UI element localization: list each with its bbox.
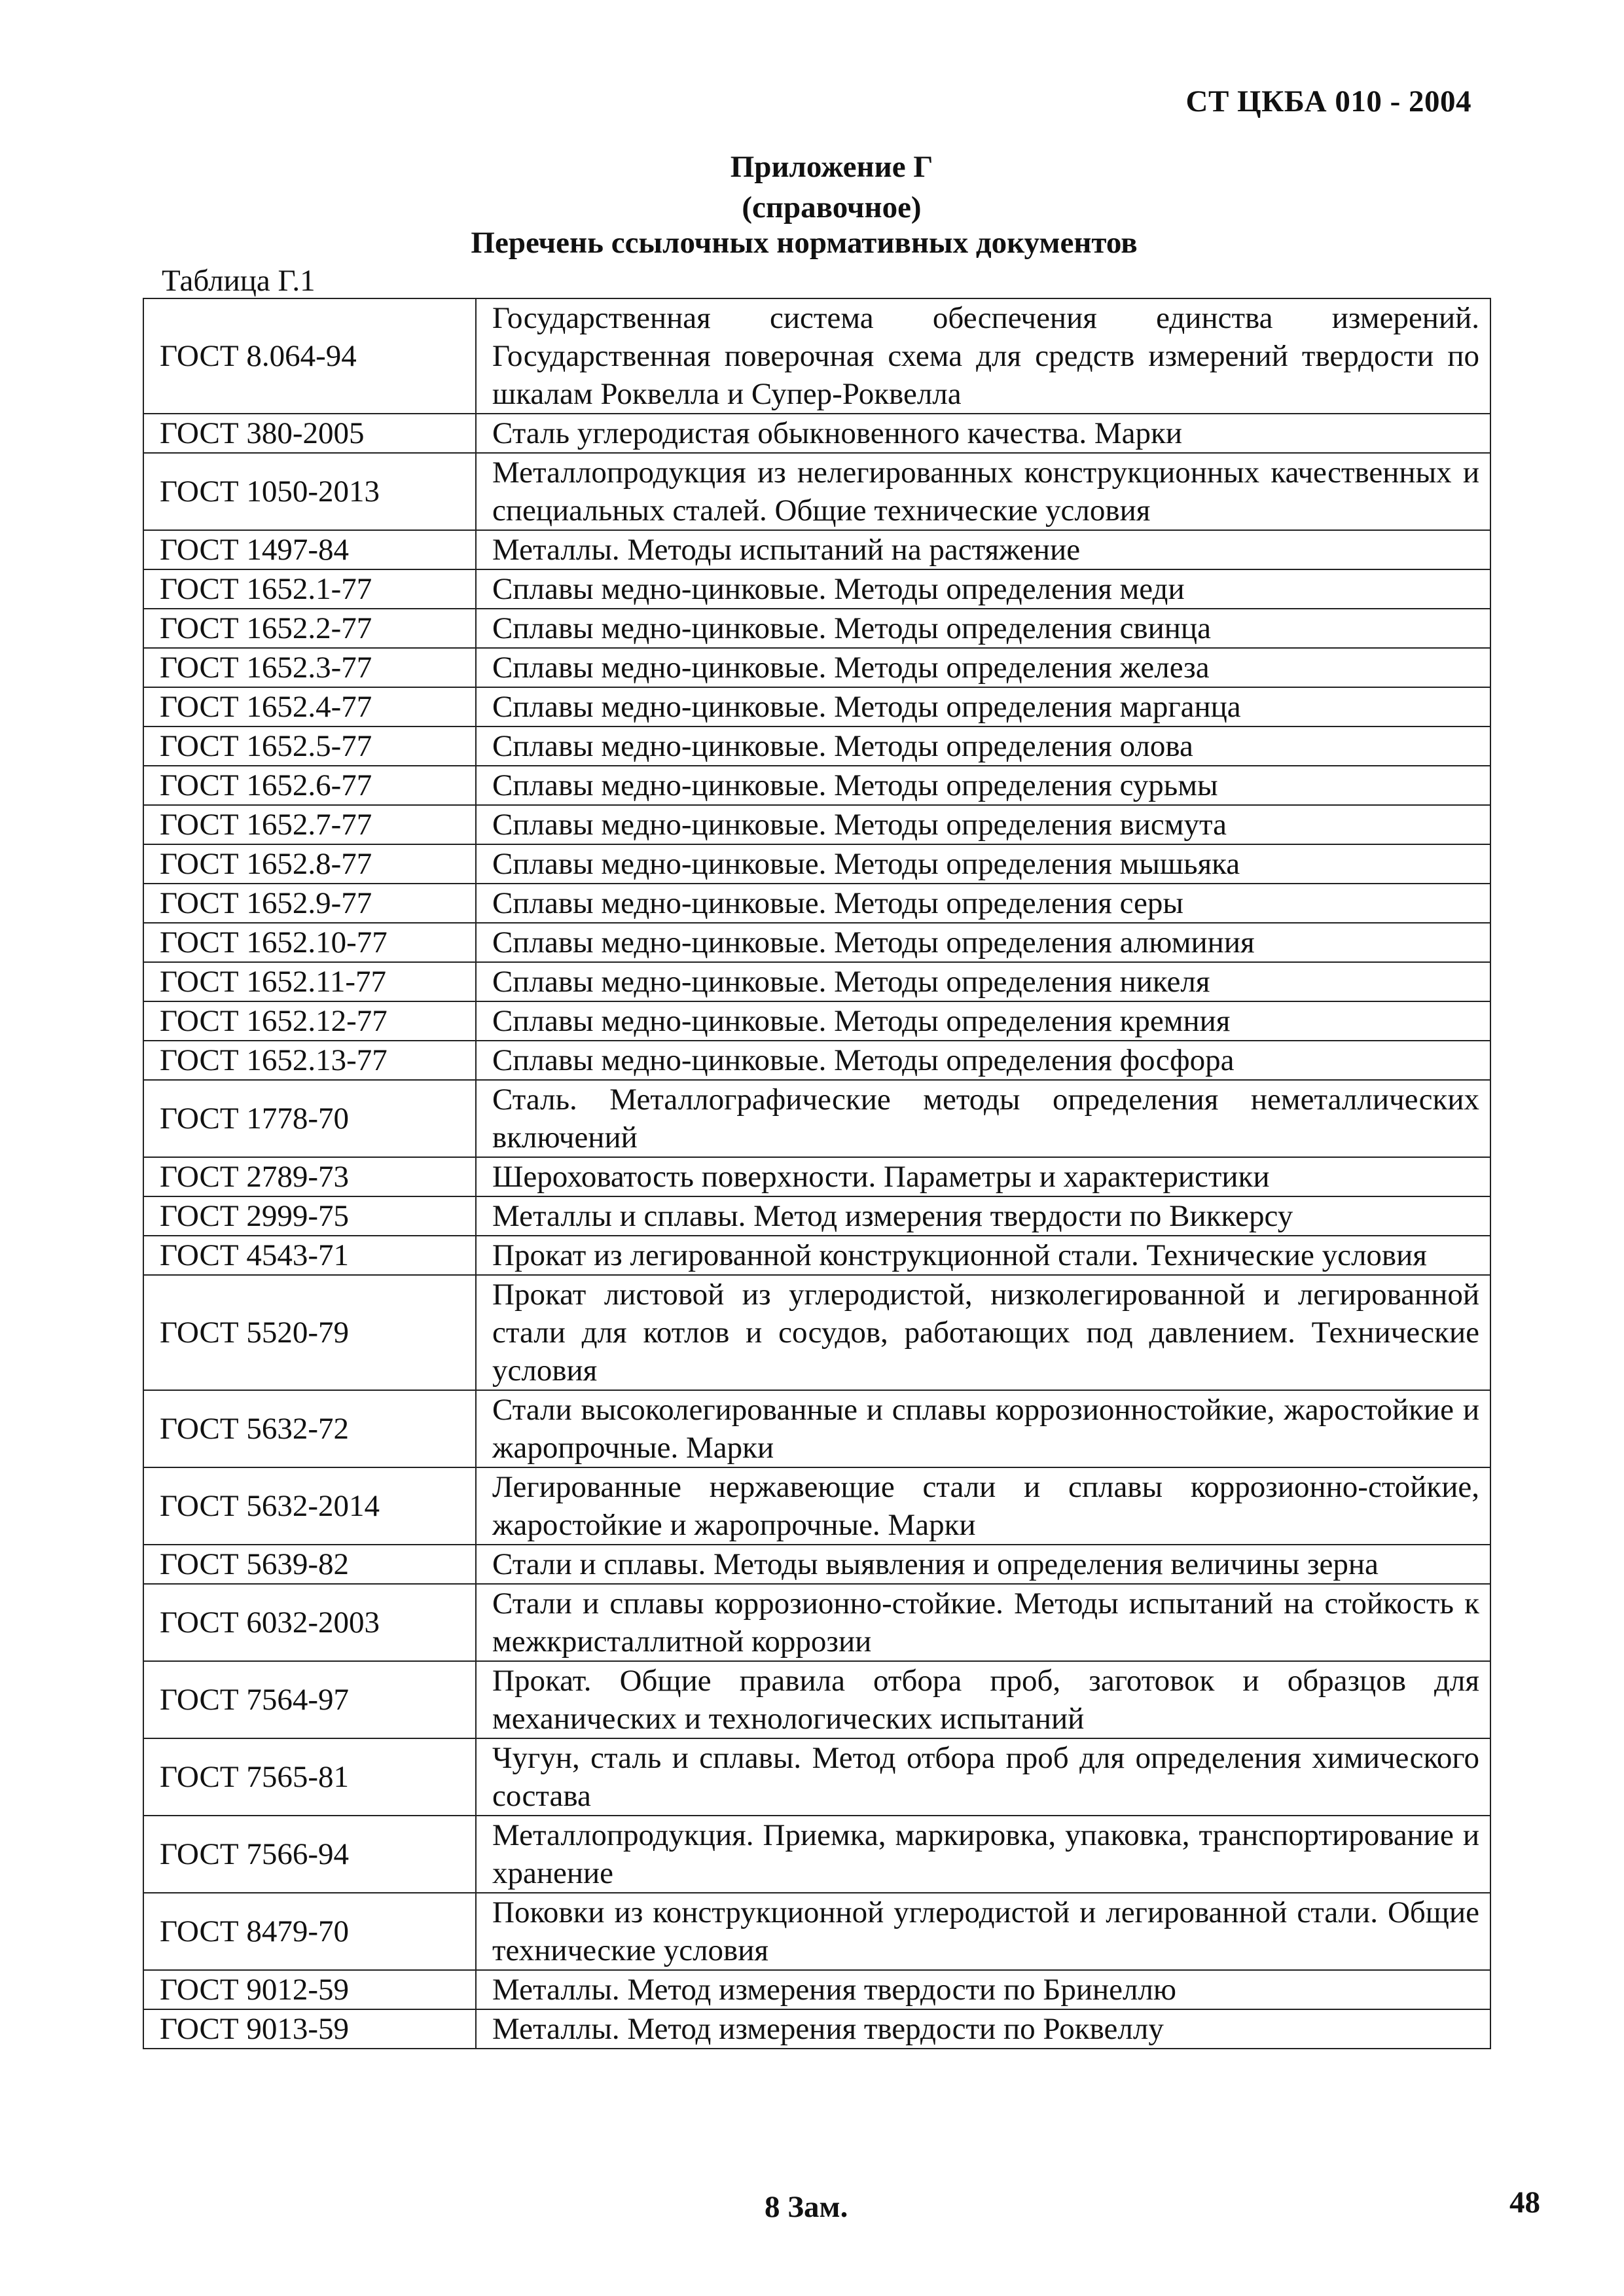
- standard-title-cell: Сплавы медно-цинковые. Методы определения серы: [476, 884, 1490, 923]
- page-number: 48: [1509, 2185, 1540, 2219]
- change-note: 8 Зам.: [765, 2190, 848, 2224]
- standard-title-cell: Прокат. Общие правила отбора проб, заготовок и образцов для механических и технологических испытаний: [476, 1661, 1490, 1738]
- standard-title-cell: Прокат листовой из углеродистой, низколегированной и легированной стали для котлов и сосудов, работающих под давлением. Технические условия: [476, 1275, 1490, 1390]
- table-row: [143, 1584, 1490, 1661]
- standard-code-cell: ГОСТ 1652.2-77: [143, 609, 476, 648]
- standard-code-cell: ГОСТ 1652.11-77: [143, 962, 476, 1001]
- standard-code-cell: ГОСТ 8479-70: [143, 1893, 476, 1970]
- standard-title-cell: Чугун, сталь и сплавы. Метод отбора проб для определения химического состава: [476, 1738, 1490, 1816]
- standard-code-cell: ГОСТ 1497-84: [143, 530, 476, 569]
- standard-title-cell: Сплавы медно-цинковые. Методы определения кремния: [476, 1001, 1490, 1041]
- standard-title-cell: Сплавы медно-цинковые. Методы определения сурьмы: [476, 766, 1490, 805]
- table-row: [143, 844, 1490, 884]
- standard-code-cell: ГОСТ 7564-97: [143, 1661, 476, 1738]
- standard-title-cell: Шероховатость поверхности. Параметры и характеристики: [476, 1157, 1490, 1196]
- standard-title-cell: Сплавы медно-цинковые. Методы определения олова: [476, 726, 1490, 766]
- standard-title-cell: Легированные нержавеющие стали и сплавы коррозионно-стойкие, жаростойкие и жаропрочные. Марки: [476, 1467, 1490, 1545]
- standard-code-cell: ГОСТ 1652.4-77: [143, 687, 476, 726]
- standard-title-cell: Сплавы медно-цинковые. Методы определения железа: [476, 648, 1490, 687]
- standard-code-cell: ГОСТ 1652.10-77: [143, 923, 476, 962]
- standard-code-cell: ГОСТ 1652.1-77: [143, 569, 476, 609]
- standard-code-cell: ГОСТ 5632-2014: [143, 1467, 476, 1545]
- standard-title-cell: Стали высоколегированные и сплавы коррозионностойкие, жаростойкие и жаропрочные. Марки: [476, 1390, 1490, 1467]
- standard-title-cell: Поковки из конструкционной углеродистой и легированной стали. Общие технические условия: [476, 1893, 1490, 1970]
- standard-code-cell: ГОСТ 1652.5-77: [143, 726, 476, 766]
- appendix-title: Приложение Г: [730, 150, 933, 184]
- table-row: [143, 298, 1490, 414]
- standard-code-cell: ГОСТ 380-2005: [143, 414, 476, 453]
- standard-code-cell: ГОСТ 9013-59: [143, 2009, 476, 2049]
- standard-code-cell: ГОСТ 2999-75: [143, 1196, 476, 1236]
- table-row: [143, 1080, 1490, 1157]
- standard-title-cell: Сталь углеродистая обыкновенного качества. Марки: [476, 414, 1490, 453]
- table-row: [143, 1661, 1490, 1738]
- table-row: [143, 1236, 1490, 1275]
- standard-code-cell: ГОСТ 1652.3-77: [143, 648, 476, 687]
- standard-code-cell: ГОСТ 6032-2003: [143, 1584, 476, 1661]
- table-row: [143, 453, 1490, 530]
- standard-code-cell: ГОСТ 1050-2013: [143, 453, 476, 530]
- table-row: [143, 1545, 1490, 1584]
- standard-title-cell: Сплавы медно-цинковые. Методы определения свинца: [476, 609, 1490, 648]
- standard-title-cell: Металлопродукция. Приемка, маркировка, упаковка, транспортирование и хранение: [476, 1816, 1490, 1893]
- standard-code-cell: ГОСТ 7565-81: [143, 1738, 476, 1816]
- appendix-type: (справочное): [742, 190, 922, 224]
- table-row: [143, 687, 1490, 726]
- standard-code-cell: ГОСТ 5639-82: [143, 1545, 476, 1584]
- standard-code-cell: ГОСТ 2789-73: [143, 1157, 476, 1196]
- standard-title-cell: Сплавы медно-цинковые. Методы определения фосфора: [476, 1041, 1490, 1080]
- standard-code-cell: ГОСТ 4543-71: [143, 1236, 476, 1275]
- table-row: [143, 1196, 1490, 1236]
- standard-title-cell: Сплавы медно-цинковые. Методы определения алюминия: [476, 923, 1490, 962]
- table-row: [143, 1275, 1490, 1390]
- standard-title-cell: Стали и сплавы коррозионно-стойкие. Методы испытаний на стойкость к межкристаллитной коррозии: [476, 1584, 1490, 1661]
- standard-code-cell: ГОСТ 1652.7-77: [143, 805, 476, 844]
- table-row: [143, 923, 1490, 962]
- table-row: [143, 1816, 1490, 1893]
- standard-code-cell: ГОСТ 5632-72: [143, 1390, 476, 1467]
- standard-title-cell: Сплавы медно-цинковые. Методы определения никеля: [476, 962, 1490, 1001]
- standard-code-cell: ГОСТ 8.064-94: [143, 298, 476, 414]
- table-row: [143, 1157, 1490, 1196]
- table-row: [143, 726, 1490, 766]
- table-row: [143, 1467, 1490, 1545]
- table-row: [143, 1970, 1490, 2009]
- table-row: [143, 1041, 1490, 1080]
- table-row: [143, 569, 1490, 609]
- standard-code-cell: ГОСТ 7566-94: [143, 1816, 476, 1893]
- standard-title-cell: Металлы. Метод измерения твердости по Роквеллу: [476, 2009, 1490, 2049]
- table-row: [143, 805, 1490, 844]
- standard-title-cell: Металлы. Метод измерения твердости по Бринеллю: [476, 1970, 1490, 2009]
- table-row: [143, 1390, 1490, 1467]
- standard-code-cell: ГОСТ 1652.8-77: [143, 844, 476, 884]
- table-row: [143, 884, 1490, 923]
- standard-title-cell: Сплавы медно-цинковые. Методы определения висмута: [476, 805, 1490, 844]
- table-caption: Таблица Г.1: [162, 264, 316, 298]
- standard-title-cell: Сплавы медно-цинковые. Методы определения марганца: [476, 687, 1490, 726]
- references-table: [143, 298, 1491, 2049]
- standard-title-cell: Прокат из легированной конструкционной стали. Технические условия: [476, 1236, 1490, 1275]
- document-code: СТ ЦКБА 010 - 2004: [1185, 84, 1471, 118]
- standard-title-cell: Сталь. Металлографические методы определения неметаллических включений: [476, 1080, 1490, 1157]
- references-table-body: [143, 298, 1490, 2049]
- table-row: [143, 1893, 1490, 1970]
- standard-title-cell: Стали и сплавы. Методы выявления и определения величины зерна: [476, 1545, 1490, 1584]
- reference-list-title: Перечень ссылочных нормативных документов: [471, 226, 1138, 260]
- table-row: [143, 609, 1490, 648]
- standard-code-cell: ГОСТ 9012-59: [143, 1970, 476, 2009]
- standard-code-cell: ГОСТ 1652.12-77: [143, 1001, 476, 1041]
- table-row: [143, 766, 1490, 805]
- table-row: [143, 648, 1490, 687]
- standard-title-cell: Металлы. Методы испытаний на растяжение: [476, 530, 1490, 569]
- table-row: [143, 2009, 1490, 2049]
- standard-code-cell: ГОСТ 1652.9-77: [143, 884, 476, 923]
- table-row: [143, 530, 1490, 569]
- standard-code-cell: ГОСТ 5520-79: [143, 1275, 476, 1390]
- standard-title-cell: Сплавы медно-цинковые. Методы определения меди: [476, 569, 1490, 609]
- table-row: [143, 962, 1490, 1001]
- table-row: [143, 414, 1490, 453]
- table-row: [143, 1738, 1490, 1816]
- table-row: [143, 1001, 1490, 1041]
- standard-code-cell: ГОСТ 1652.13-77: [143, 1041, 476, 1080]
- standard-code-cell: ГОСТ 1778-70: [143, 1080, 476, 1157]
- standard-title-cell: Сплавы медно-цинковые. Методы определения мышьяка: [476, 844, 1490, 884]
- standard-title-cell: Государственная система обеспечения единства измерений. Государственная поверочная схема для средств измерений твердости по шкалам Роквелла и Супер-Роквелла: [476, 298, 1490, 414]
- standard-title-cell: Металлы и сплавы. Метод измерения твердости по Виккерсу: [476, 1196, 1490, 1236]
- standard-code-cell: ГОСТ 1652.6-77: [143, 766, 476, 805]
- standard-title-cell: Металлопродукция из нелегированных конструкционных качественных и специальных сталей. Общие технические условия: [476, 453, 1490, 530]
